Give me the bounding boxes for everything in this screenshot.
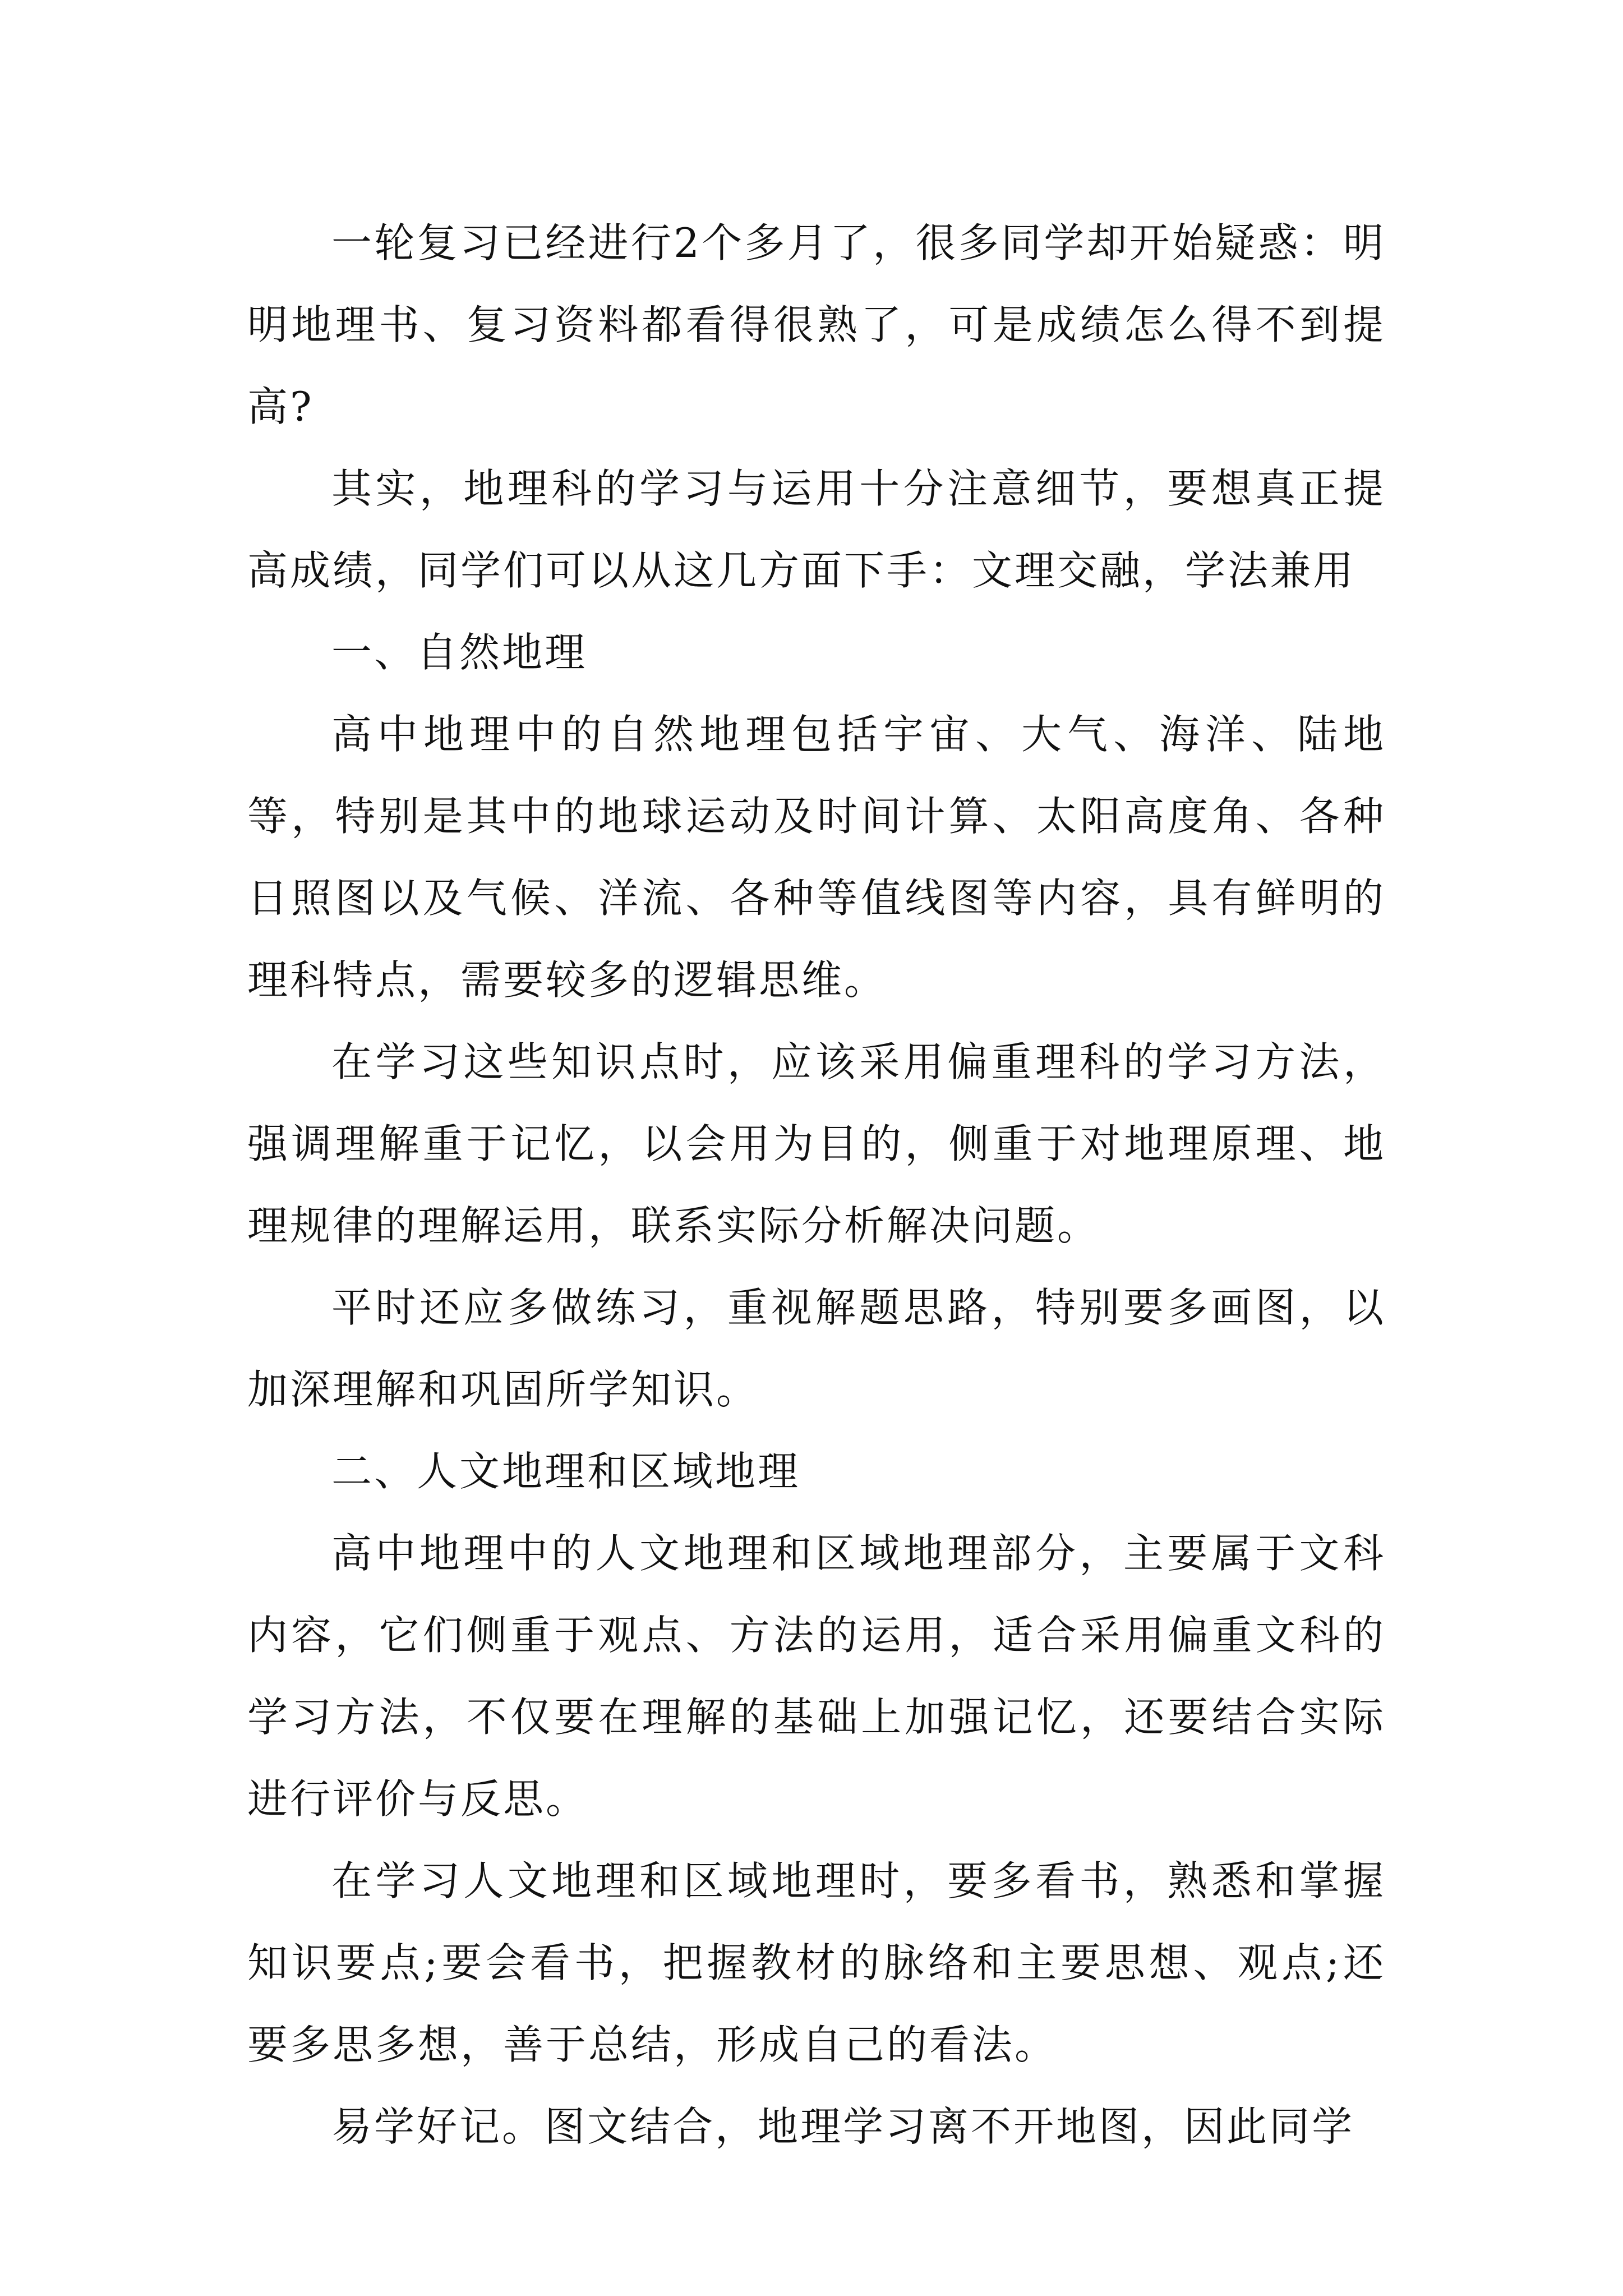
paragraph-human-geography-method: 在学习人文地理和区域地理时，要多看书，熟悉和掌握知识要点;要会看书，把握教材的脉络和主要思想、观点;还要多思多想，善于总结，形成自己的看法。 bbox=[247, 1857, 1386, 2068]
paragraph-physical-geography-method: 在学习这些知识点时，应该采用偏重理科的学习方法，强调理解重于记忆，以会用为目的，侧重于对地理原理、地理规律的理解运用，联系实际分析解决问题。 bbox=[247, 1038, 1386, 1249]
paragraph-intro-question: 一轮复习已经进行2个多月了，很多同学却开始疑惑：明明地理书、复习资料都看得很熟了，可是成绩怎么得不到提高? bbox=[247, 219, 1386, 430]
paragraph-intro-advice: 其实，地理科的学习与运用十分注意细节，要想真正提高成绩，同学们可以从这几方面下手：文理交融，学法兼用 bbox=[247, 465, 1386, 594]
section-heading-physical-geography: 一、自然地理 bbox=[331, 629, 588, 676]
paragraph-physical-geography-content: 高中地理中的自然地理包括宇宙、大气、海洋、陆地等，特别是其中的地球运动及时间计算、太阳高度角、各种日照图以及气候、洋流、各种等值线图等内容，具有鲜明的理科特点，需要较多的逻辑思维。 bbox=[247, 711, 1386, 1004]
document-body bbox=[247, 202, 1386, 2168]
paragraph-maps-advice: 易学好记。图文结合，地理学习离不开地图，因此同学 bbox=[331, 2103, 1355, 2150]
paragraph-practice-advice: 平时还应多做练习，重视解题思路，特别要多画图，以加深理解和巩固所学知识。 bbox=[247, 1284, 1386, 1413]
paragraph-human-geography-content: 高中地理中的人文地理和区域地理部分，主要属于文科内容，它们侧重于观点、方法的运用，适合采用偏重文科的学习方法，不仅要在理解的基础上加强记忆，还要结合实际进行评价与反思。 bbox=[247, 1530, 1386, 1823]
section-heading-human-regional-geography: 二、人文地理和区域地理 bbox=[331, 1448, 801, 1495]
